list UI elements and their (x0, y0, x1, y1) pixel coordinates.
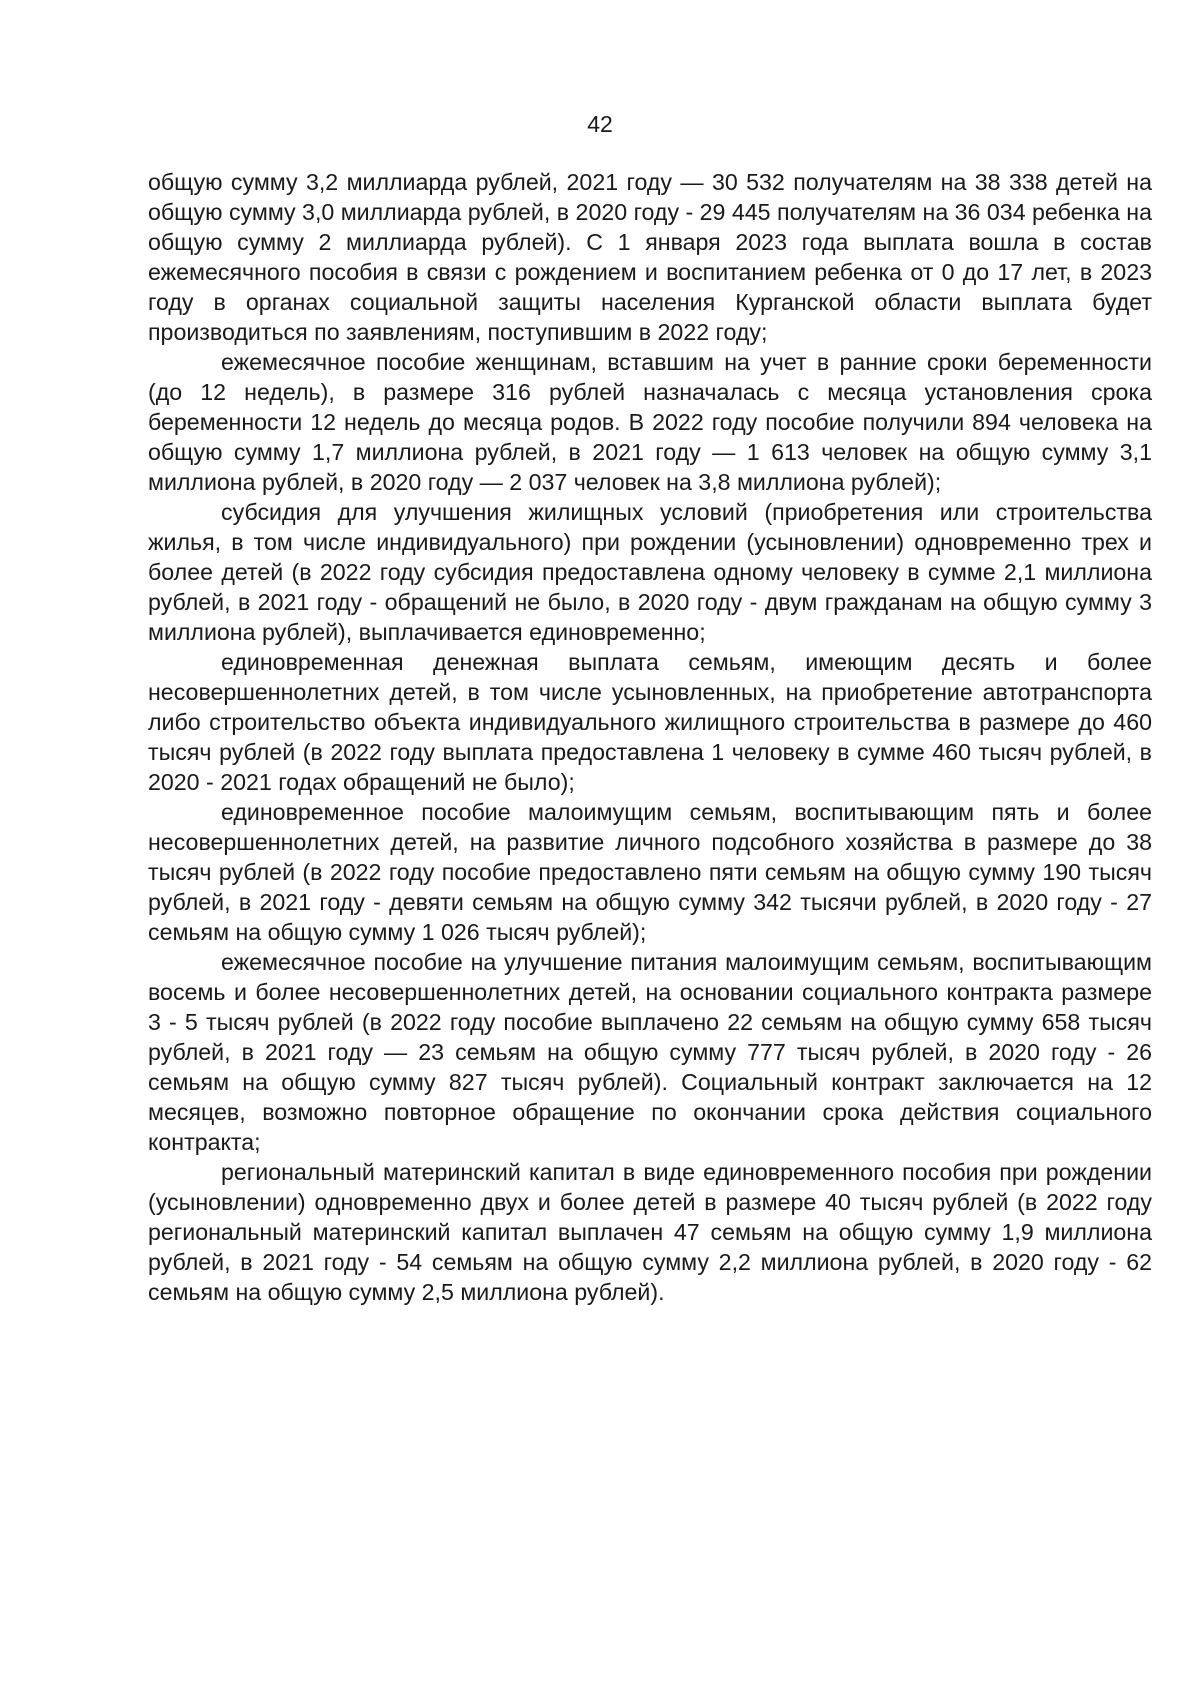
paragraph-housing-subsidy: субсидия для улучшения жилищных условий (приобретения или строительства жилья, в том числе индивидуального) при рождении (усыновлении) одновременно трех и более детей (в 2022 году субсидия предоставлена одному человеку в сумме 2,1 миллиона рублей, в 2021 году - обращений не было, в 2020 году - двум гражданам на общую сумму 3 миллиона рублей), выплачивается единовременно; (148, 499, 1152, 645)
paragraph-pregnancy-allowance: ежемесячное пособие женщинам, вставшим на учет в ранние сроки беременности (до 12 недель), в размере 316 рублей назначалась с месяца установления срока беременности 12 недель до месяца родов. В 2022 году пособие получили 894 человека на общую сумму 1,7 миллиона рублей, в 2021 году — 1 613 человек на общую сумму 3,1 миллиона рублей, в 2020 году — 2 037 человек на 3,8 миллиона рублей); (148, 349, 1152, 495)
paragraph-maternity-capital: региональный материнский капитал в виде единовременного пособия при рождении (усыновлении) одновременно двух и более детей в размере 40 тысяч рублей (в 2022 году региональный материнский капитал выплачен 47 семьям на общую сумму 1,9 миллиона рублей, в 2021 году - 54 семьям на общую сумму 2,2 миллиона рублей, в 2020 году - 62 семьям на общую сумму 2,5 миллиона рублей). (148, 1159, 1152, 1305)
paragraph-nutrition-allowance: ежемесячное пособие на улучшение питания малоимущим семьям, воспитывающим восемь и более несовершеннолетних детей, на основании социального контракта размере 3 - 5 тысяч рублей (в 2022 году пособие выплачено 22 семьям на общую сумму 658 тысяч рублей, в 2021 году — 23 семьям на общую сумму 777 тысяч рублей, в 2020 году - 26 семьям на общую сумму 827 тысяч рублей). Социальный контракт заключается на 12 месяцев, возможно повторное обращение по окончании срока действия социального контракта; (148, 949, 1152, 1155)
document-body (148, 167, 1152, 1307)
paragraph-subsidiary-farming: единовременное пособие малоимущим семьям, воспитывающим пять и более несовершеннолетних детей, на развитие личного подсобного хозяйства в размере до 38 тысяч рублей (в 2022 году пособие предоставлено пяти семьям на общую сумму 190 тысяч рублей, в 2021 году - девяти семьям на общую сумму 342 тысячи рублей, в 2020 году - 27 семьям на общую сумму 1 026 тысяч рублей); (148, 799, 1152, 945)
page-number: 42 (587, 111, 613, 137)
paragraph-ten-children-payment: единовременная денежная выплата семьям, имеющим десять и более несовершеннолетних детей, в том числе усыновленных, на приобретение автотранспорта либо строительство объекта индивидуального жилищного строительства в размере до 460 тысяч рублей (в 2022 году выплата предоставлена 1 человеку в сумме 460 тысяч рублей, в 2020 - 2021 годах обращений не было); (148, 649, 1152, 795)
paragraph-continuation: общую сумму 3,2 миллиарда рублей, 2021 году — 30 532 получателям на 38 338 детей на общую сумму 3,0 миллиарда рублей, в 2020 году - 29 445 получателям на 36 034 ребенка на общую сумму 2 миллиарда рублей). С 1 января 2023 года выплата вошла в состав ежемесячного пособия в связи с рождением и воспитанием ребенка от 0 до 17 лет, в 2023 году в органах социальной защиты населения Курганской области выплата будет производиться по заявлениям, поступившим в 2022 году; (148, 169, 1152, 345)
